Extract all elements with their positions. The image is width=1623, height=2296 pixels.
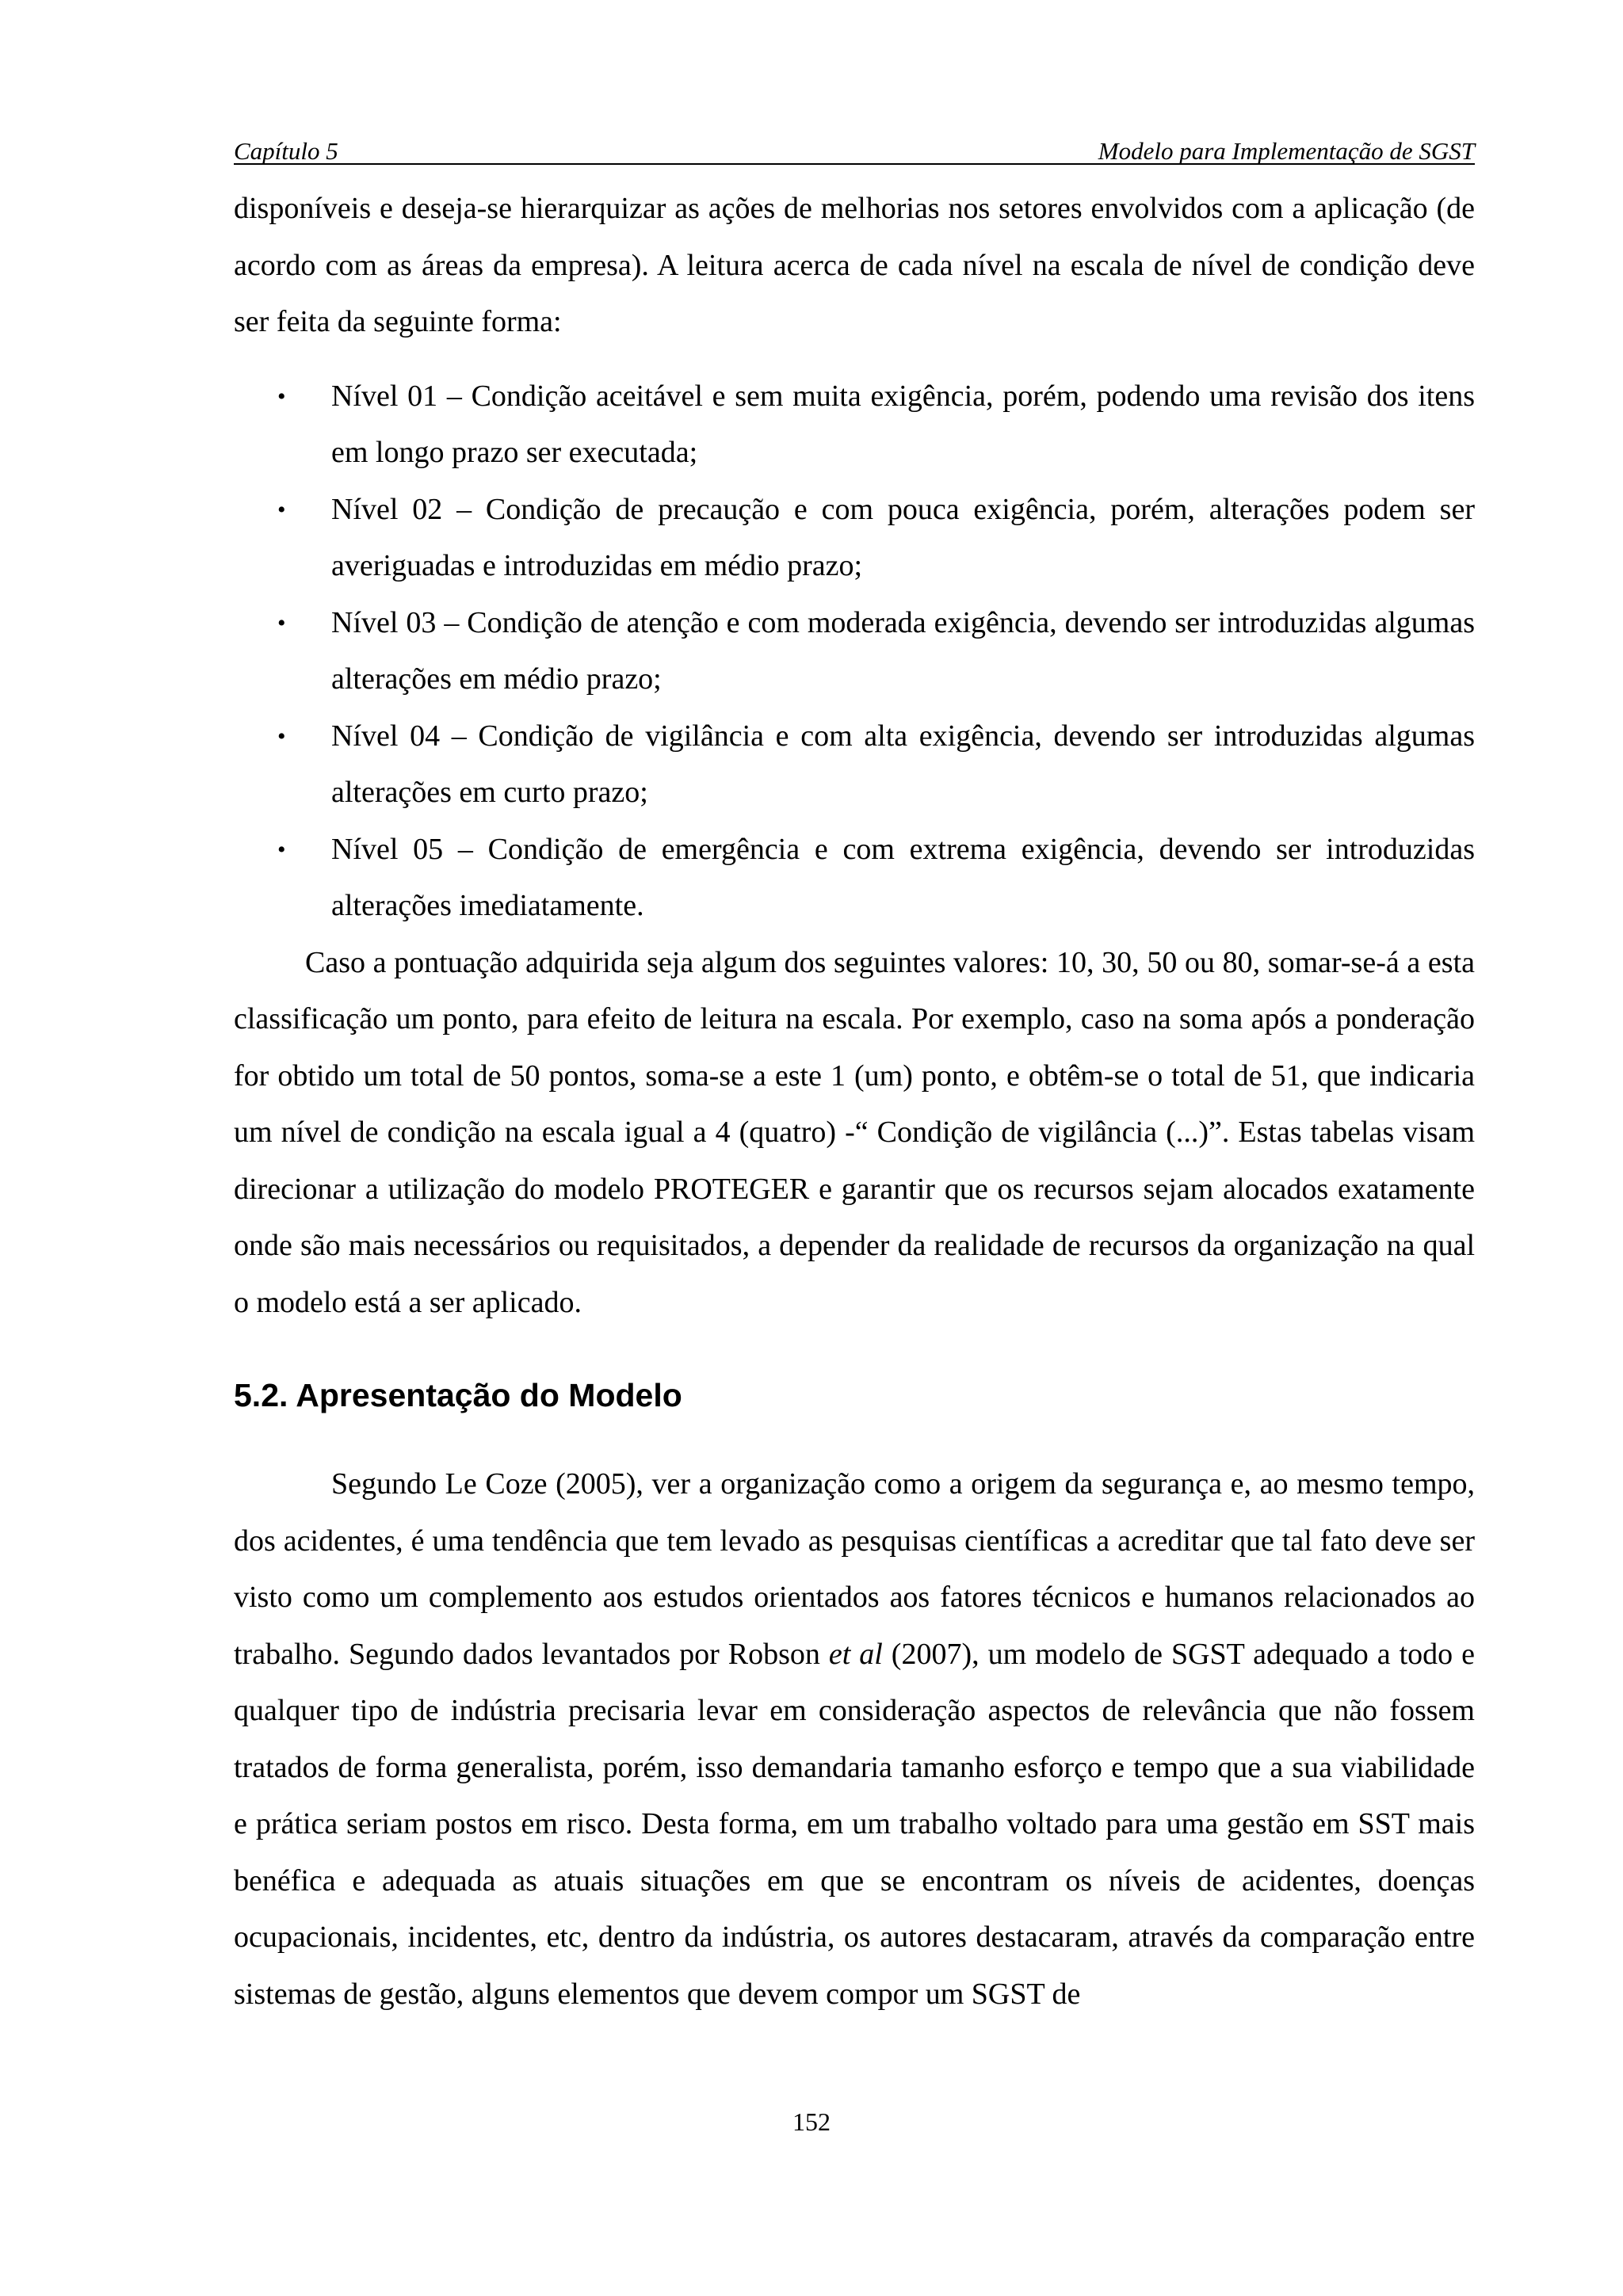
list-item-level-02	[277, 482, 1475, 595]
bullet-icon: •	[277, 383, 286, 410]
list-item-level-01	[277, 368, 1475, 482]
intro-paragraph: disponíveis e deseja-se hierarquizar as ações de melhorias nos setores envolvidos com a aplicação (de acordo com as áreas da empresa). A leitura acerca de cada nível na escala de nível de condição deve ser feita da seguinte forma:	[234, 192, 1475, 338]
model-paragraph-text-end: (2007), um modelo de SGST adequado a todo e qualquer tipo de indústria precisaria levar em consideração aspectos de relevância que não fossem tratados de forma generalista, porém, isso demandaria tamanho esforço e tempo que a sua viabilidade e prática seriam postos em risco. Desta forma, em um trabalho voltado para uma gestão em SST mais benéfica e adequada as atuais situações em que se encontram os níveis de acidentes, doenças ocupacionais, incidentes, etc, dentro da indústria, os autores destacaram, através da comparação entre sistemas de gestão, alguns elementos que devem compor um SGST de	[234, 1637, 1475, 2011]
list-item-level-04	[277, 708, 1475, 822]
list-item-text: Nível 05 – Condição de emergência e com extrema exigência, devendo ser introduzidas alterações imediatamente.	[331, 832, 1475, 922]
bullet-icon: •	[277, 496, 286, 523]
list-item-level-05	[277, 822, 1475, 935]
model-paragraph	[234, 1456, 1475, 2023]
list-item-text: Nível 01 – Condição aceitável e sem muita exigência, porém, podendo uma revisão dos itens em longo prazo ser executada;	[331, 379, 1475, 469]
section-heading: 5.2. Apresentação do Modelo	[234, 1377, 682, 1413]
list-item-level-03	[277, 595, 1475, 708]
list-item-text: Nível 04 – Condição de vigilância e com alta exigência, devendo ser introduzidas algumas alterações em curto prazo;	[331, 719, 1475, 809]
list-item-text: Nível 03 – Condição de atenção e com moderada exigência, devendo ser introduzidas algumas alterações em médio prazo;	[331, 605, 1475, 696]
list-item-text: Nível 02 – Condição de precaução e com pouca exigência, porém, alterações podem ser averiguadas e introduzidas em médio prazo;	[331, 492, 1475, 582]
et-al-citation: et al	[828, 1637, 883, 1671]
header-section-title: Modelo para Implementação de SGST	[1098, 137, 1475, 165]
page-number: 152	[792, 2107, 831, 2136]
chapter-label: Capítulo 5	[234, 137, 338, 165]
body-text	[234, 181, 1475, 2023]
document-page	[234, 133, 1475, 2023]
scoring-paragraph: Caso a pontuação adquirida seja algum dos seguintes valores: 10, 30, 50 ou 80, somar-se-á a esta classificação um ponto, para efeito de leitura na escala. Por exemplo, caso na soma após a ponderação for obtido um total de 50 pontos, soma-se a este 1 (um) ponto, e obtêm-se o total de 51, que indicaria um nível de condição na escala igual a 4 (quatro) -“ Condição de vigilância (...)”. Estas tabelas visam direcionar a utilização do modelo PROTEGER e garantir que os recursos sejam alocados exatamente onde são mais necessários ou requisitados, a depender da realidade de recursos da organização na qual o modelo está a ser aplicado.	[234, 945, 1475, 1319]
bullet-icon: •	[277, 723, 286, 749]
bullet-icon: •	[277, 836, 286, 863]
model-paragraph-text-start: Segundo Le Coze (2005), ver a organização como a origem da segurança e, ao mesmo tempo, dos acidentes, é uma tendência que tem levado as pesquisas científicas a acreditar que tal fato deve ser visto como um complemento aos estudos orientados aos fatores técnicos e humanos relacionados ao trabalho. Segundo dados levantados por Robson	[234, 1467, 1475, 1671]
bullet-icon: •	[277, 609, 286, 636]
running-header	[234, 133, 1475, 165]
condition-levels-list	[234, 368, 1475, 935]
